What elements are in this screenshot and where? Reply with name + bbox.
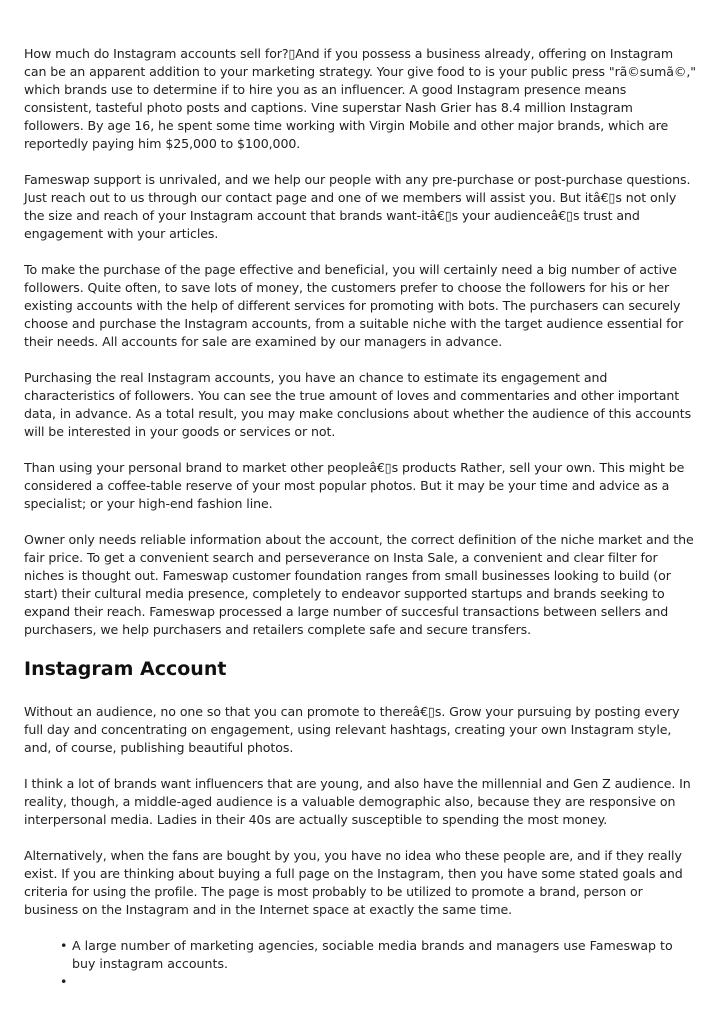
paragraph-9: Alternatively, when the fans are bought by you, you have no idea who these people are, and if they really exist. If you are thinking about buying a full page on the Instagram, then you have some stated goals and criteria for using the profile. The page is most probably to be utilized to promote a brand, person or business on the Instagram and in the Internet space at exactly the same time. xyxy=(24,848,683,917)
section-heading: Instagram Account xyxy=(24,658,227,680)
paragraph-1: How much do Instagram accounts sell for?▯And if you possess a business already, offering on Instagram can be an apparent addition to your marketing strategy. Your give food to is your public press "rã©sumã©," which brands use to determine if to hire you as an influencer. A good Instagram presence means consistent, tasteful photo posts and captions. Vine superstar Nash Grier has 8.4 million Instagram followers. By age 16, he spent some time working with Virgin Mobile and other major brands, which are reportedly paying him $25,000 to $100,000. xyxy=(24,46,696,151)
paragraph-7: Without an audience, no one so that you can promote to thereâ€▯s. Grow your pursuing by posting every full day and concentrating on engagement, using relevant hashtags, creating your own Instagram style, and, of course, publishing beautiful photos. xyxy=(24,704,680,755)
bullet-icon: • xyxy=(60,974,68,989)
paragraph-2: Fameswap support is unrivaled, and we help our people with any pre-purchase or post-purchase questions. Just reach out to us through our contact page and one of we members will assist you. But itâ€▯s not only the size and reach of your Instagram account that brands want-itâ€▯s your audienceâ€▯s trust and engagement with your articles. xyxy=(24,172,691,241)
paragraph-4: Purchasing the real Instagram accounts, you have an chance to estimate its engagement and characteristics of followers. You can see the true amount of loves and commentaries and other important data, in advance. As a total result, you may make conclusions about whether the audience of this accounts will be interested in your goods or services or not. xyxy=(24,370,692,439)
list-item xyxy=(60,937,696,973)
paragraph-8: I think a lot of brands want influencers that are young, and also have the millennial and Gen Z audience. In reality, though, a middle-aged audience is a valuable demographic also, because they are responsive on interpersonal media. Ladies in their 40s are actually susceptible to spending the most money. xyxy=(24,776,691,827)
list-item-text: A large number of marketing agencies, sociable media brands and managers use Fameswap to buy instagram accounts. xyxy=(72,938,673,971)
paragraph-6: Owner only needs reliable information about the account, the correct definition of the niche market and the fair price. To get a convenient search and perseverance on Insta Sale, a convenient and clear filter for niches is thought out. Fameswap customer foundation ranges from small businesses looking to build (or start) their cultural media presence, completely to endeavor supported startups and brands seeking to expand their reach. Fameswap processed a large number of succesful transactions between sellers and purchasers, we help purchasers and retailers complete safe and secure transfers. xyxy=(24,532,694,637)
bullet-icon: • xyxy=(60,938,68,953)
bullet-list xyxy=(24,937,696,991)
list-item xyxy=(60,973,696,991)
paragraph-5: Than using your personal brand to market other peopleâ€▯s products Rather, sell your own. This might be considered a coffee-table reserve of your most popular photos. But it may be your time and advice as a specialist; or your high-end fashion line. xyxy=(24,460,685,511)
paragraph-3: To make the purchase of the page effective and beneficial, you will certainly need a big number of active followers. Quite often, to save lots of money, the customers prefer to choose the followers for his or her existing accounts with the help of different services for promoting with bots. The purchasers can securely choose and purchase the Instagram accounts, from a suitable niche with the target audience essential for their needs. All accounts for sale are examined by our managers in advance. xyxy=(24,262,684,349)
